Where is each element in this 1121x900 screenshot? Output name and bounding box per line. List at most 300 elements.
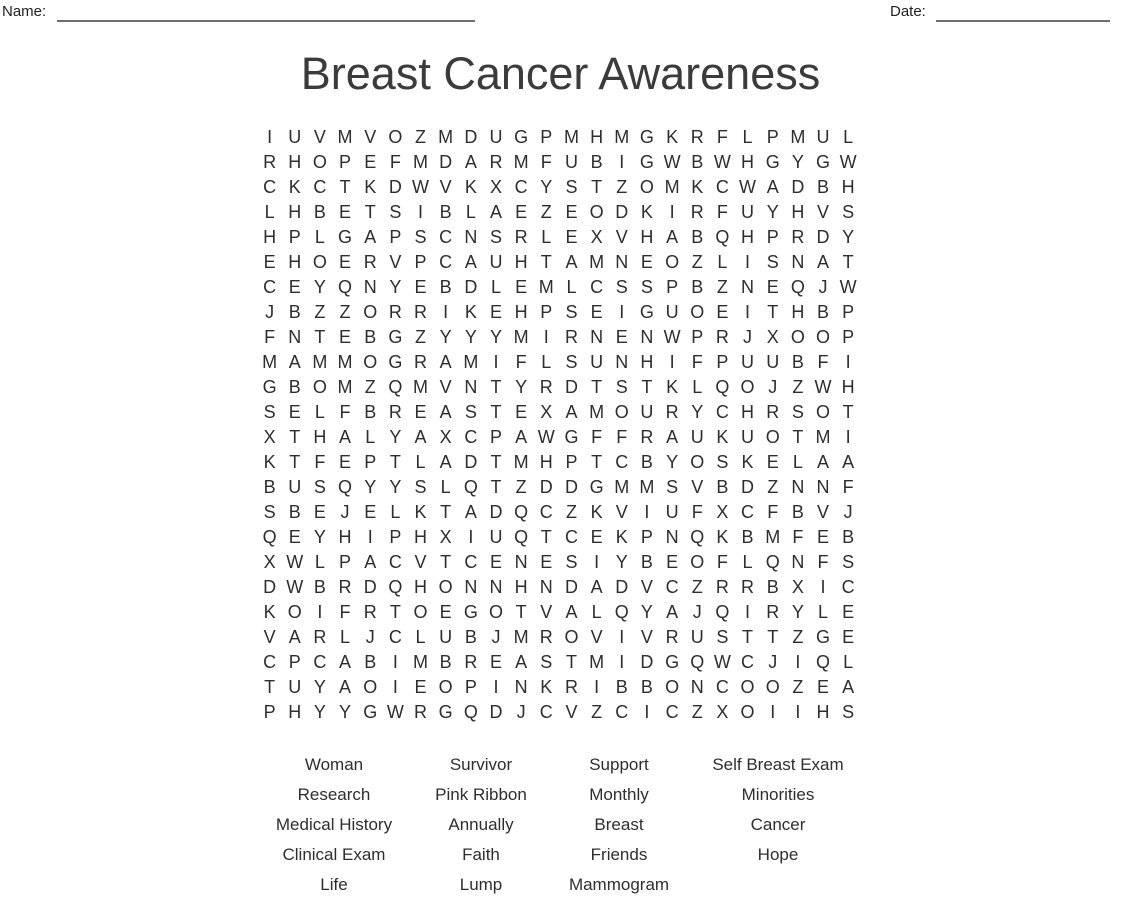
- grid-cell: D: [564, 476, 578, 497]
- grid-cell: Z: [565, 501, 577, 522]
- grid-cell: Q: [816, 651, 831, 672]
- grid-cell: B: [791, 351, 804, 372]
- grid-cell: L: [314, 226, 325, 247]
- grid-cell: D: [741, 476, 755, 497]
- grid-cell: F: [691, 351, 703, 372]
- grid-cell: X: [716, 501, 729, 522]
- grid-cell: A: [565, 401, 578, 422]
- grid-cell: L: [365, 426, 376, 447]
- grid-cell: H: [640, 351, 654, 372]
- grid-cell: Y: [313, 526, 326, 547]
- grid-cell: N: [615, 251, 629, 272]
- grid-cell: I: [594, 676, 600, 697]
- grid-cell: P: [339, 151, 352, 172]
- grid-cell: H: [414, 576, 428, 597]
- grid-cell: G: [338, 226, 353, 247]
- grid-cell: A: [817, 451, 830, 472]
- grid-cell: S: [666, 476, 679, 497]
- grid-cell: M: [614, 476, 630, 497]
- grid-cell: F: [691, 501, 703, 522]
- grid-cell: M: [664, 176, 680, 197]
- grid-cell: E: [364, 501, 377, 522]
- grid-cell: Z: [415, 126, 427, 147]
- grid-cell: I: [418, 201, 424, 222]
- grid-cell: K: [716, 526, 729, 547]
- grid-cell: L: [843, 126, 854, 147]
- grid-cell: M: [513, 326, 529, 347]
- grid-cell: A: [339, 426, 352, 447]
- grid-cell: Q: [463, 476, 478, 497]
- grid-cell: F: [540, 151, 552, 172]
- grid-cell: N: [464, 226, 478, 247]
- grid-cell: M: [815, 426, 831, 447]
- grid-cell: D: [791, 176, 805, 197]
- grid-cell: M: [463, 351, 479, 372]
- grid-cell: O: [488, 601, 503, 622]
- grid-cell: Y: [439, 326, 452, 347]
- grid-cell: R: [715, 576, 729, 597]
- grid-cell: B: [288, 376, 301, 397]
- grid-cell: M: [413, 651, 429, 672]
- grid-cell: R: [388, 301, 402, 322]
- grid-cell: R: [715, 326, 729, 347]
- page-title: Breast Cancer Awareness: [300, 48, 821, 99]
- grid-cell: G: [388, 326, 403, 347]
- grid-cell: F: [792, 526, 804, 547]
- grid-cell: X: [263, 426, 276, 447]
- grid-cell: Y: [515, 376, 528, 397]
- word-list-item: Mammogram: [568, 875, 670, 894]
- grid-cell: K: [741, 451, 754, 472]
- grid-cell: R: [414, 701, 428, 722]
- grid-cell: C: [539, 701, 553, 722]
- grid-cell: X: [263, 551, 276, 572]
- grid-cell: O: [816, 326, 831, 347]
- grid-cell: Z: [691, 701, 703, 722]
- grid-cell: C: [464, 426, 478, 447]
- grid-cell: A: [515, 426, 528, 447]
- grid-cell: M: [790, 126, 806, 147]
- grid-cell: K: [716, 426, 729, 447]
- grid-cell: P: [389, 226, 402, 247]
- grid-cell: W: [663, 151, 681, 172]
- grid-cell: Z: [767, 476, 779, 497]
- grid-cell: I: [493, 676, 499, 697]
- grid-cell: A: [842, 676, 855, 697]
- grid-cell: G: [665, 651, 680, 672]
- grid-cell: B: [439, 201, 452, 222]
- grid-cell: G: [363, 701, 378, 722]
- grid-cell: V: [615, 226, 628, 247]
- grid-cell: S: [615, 276, 628, 297]
- grid-cell: I: [795, 701, 801, 722]
- grid-cell: O: [564, 626, 579, 647]
- grid-cell: R: [363, 601, 377, 622]
- grid-cell: G: [514, 126, 529, 147]
- grid-cell: F: [389, 151, 401, 172]
- grid-cell: W: [412, 176, 430, 197]
- grid-cell: O: [589, 201, 604, 222]
- grid-cell: Y: [615, 551, 628, 572]
- grid-cell: C: [439, 251, 453, 272]
- grid-cell: C: [715, 176, 729, 197]
- grid-cell: T: [842, 251, 854, 272]
- grid-cell: M: [589, 651, 605, 672]
- grid-cell: D: [388, 176, 402, 197]
- grid-cell: G: [765, 151, 780, 172]
- grid-cell: M: [438, 126, 454, 147]
- grid-cell: I: [745, 601, 751, 622]
- grid-cell: P: [540, 126, 553, 147]
- grid-cell: S: [842, 551, 855, 572]
- grid-cell: T: [565, 651, 577, 672]
- grid-cell: D: [640, 651, 654, 672]
- grid-cell: Q: [388, 576, 403, 597]
- grid-cell: P: [288, 651, 301, 672]
- grid-cell: R: [539, 376, 553, 397]
- grid-cell: H: [816, 701, 830, 722]
- grid-cell: F: [339, 401, 351, 422]
- grid-cell: W: [537, 426, 555, 447]
- grid-cell: B: [691, 276, 704, 297]
- grid-cell: V: [263, 626, 276, 647]
- grid-cell: S: [464, 401, 477, 422]
- grid-cell: I: [619, 151, 625, 172]
- grid-cell: G: [639, 301, 654, 322]
- grid-cell: S: [716, 626, 729, 647]
- grid-cell: N: [741, 276, 755, 297]
- grid-cell: V: [414, 551, 427, 572]
- grid-cell: E: [489, 551, 502, 572]
- grid-cell: A: [288, 351, 301, 372]
- grid-cell: E: [666, 551, 679, 572]
- grid-cell: M: [639, 476, 655, 497]
- grid-cell: E: [288, 401, 301, 422]
- grid-cell: L: [541, 351, 552, 372]
- grid-cell: I: [392, 651, 398, 672]
- grid-cell: T: [540, 251, 552, 272]
- grid-cell: B: [640, 676, 653, 697]
- grid-cell: O: [413, 601, 428, 622]
- grid-cell: P: [842, 301, 855, 322]
- grid-cell: T: [591, 451, 603, 472]
- grid-cell: O: [740, 676, 755, 697]
- grid-cell: H: [514, 251, 528, 272]
- word-list-item: Research: [297, 785, 371, 804]
- grid-cell: S: [565, 551, 578, 572]
- grid-cell: S: [615, 376, 628, 397]
- grid-cell: R: [665, 626, 679, 647]
- grid-cell: B: [691, 226, 704, 247]
- grid-cell: T: [515, 601, 527, 622]
- grid-cell: Y: [389, 276, 402, 297]
- grid-cell: I: [820, 576, 826, 597]
- grid-cell: B: [640, 551, 653, 572]
- grid-cell: Z: [792, 376, 804, 397]
- grid-cell: O: [690, 551, 705, 572]
- grid-cell: P: [842, 326, 855, 347]
- grid-cell: F: [591, 426, 603, 447]
- grid-cell: X: [590, 226, 603, 247]
- grid-cell: B: [439, 276, 452, 297]
- grid-cell: L: [440, 476, 451, 497]
- grid-cell: H: [288, 151, 302, 172]
- grid-cell: K: [364, 176, 377, 197]
- grid-cell: E: [766, 276, 779, 297]
- grid-cell: Q: [715, 376, 730, 397]
- grid-cell: B: [691, 151, 704, 172]
- grid-cell: U: [741, 426, 755, 447]
- grid-cell: P: [389, 526, 402, 547]
- grid-cell: I: [543, 326, 549, 347]
- grid-cell: O: [388, 126, 403, 147]
- grid-cell: K: [640, 201, 653, 222]
- grid-cell: M: [413, 151, 429, 172]
- grid-cell: P: [716, 351, 729, 372]
- grid-cell: L: [415, 626, 426, 647]
- grid-cell: U: [489, 526, 503, 547]
- grid-cell: N: [464, 376, 478, 397]
- grid-cell: B: [817, 301, 830, 322]
- grid-cell: C: [590, 276, 604, 297]
- grid-cell: Z: [716, 276, 728, 297]
- word-list-item: Medical History: [275, 815, 393, 834]
- grid-cell: T: [389, 451, 401, 472]
- grid-cell: B: [288, 301, 301, 322]
- grid-cell: Q: [715, 601, 730, 622]
- grid-cell: I: [745, 301, 751, 322]
- grid-cell: F: [515, 351, 527, 372]
- grid-cell: R: [313, 626, 327, 647]
- grid-cell: U: [288, 126, 302, 147]
- grid-cell: G: [262, 376, 277, 397]
- grid-cell: C: [263, 276, 277, 297]
- grid-cell: L: [742, 551, 753, 572]
- grid-cell: I: [619, 651, 625, 672]
- grid-cell: E: [716, 301, 729, 322]
- grid-cell: S: [565, 176, 578, 197]
- grid-cell: I: [367, 526, 373, 547]
- grid-cell: B: [590, 151, 603, 172]
- grid-cell: J: [818, 276, 828, 297]
- grid-cell: N: [514, 676, 528, 697]
- grid-cell: N: [464, 576, 478, 597]
- grid-cell: D: [564, 376, 578, 397]
- grid-cell: A: [817, 251, 830, 272]
- word-list-item: Lump: [459, 875, 503, 894]
- grid-cell: A: [666, 601, 679, 622]
- grid-cell: H: [288, 251, 302, 272]
- grid-cell: K: [464, 301, 477, 322]
- grid-cell: R: [564, 676, 578, 697]
- grid-cell: Q: [338, 476, 353, 497]
- grid-cell: G: [816, 151, 831, 172]
- word-list-item: Survivor: [449, 755, 513, 774]
- grid-cell: P: [565, 451, 578, 472]
- grid-cell: A: [439, 351, 452, 372]
- grid-cell: I: [745, 251, 751, 272]
- grid-cell: F: [817, 351, 829, 372]
- grid-cell: O: [740, 701, 755, 722]
- grid-cell: N: [288, 326, 302, 347]
- grid-cell: E: [288, 276, 301, 297]
- grid-cell: B: [640, 451, 653, 472]
- grid-cell: O: [665, 676, 680, 697]
- grid-cell: E: [515, 201, 528, 222]
- grid-cell: T: [641, 376, 653, 397]
- grid-cell: R: [665, 401, 679, 422]
- grid-cell: C: [514, 176, 528, 197]
- grid-cell: V: [540, 601, 553, 622]
- grid-cell: N: [791, 476, 805, 497]
- grid-cell: A: [666, 426, 679, 447]
- grid-cell: F: [716, 201, 728, 222]
- grid-cell: E: [565, 226, 578, 247]
- grid-cell: L: [742, 126, 753, 147]
- grid-cell: H: [741, 401, 755, 422]
- grid-cell: L: [843, 651, 854, 672]
- grid-cell: R: [690, 126, 704, 147]
- word-list-item: Woman: [304, 755, 364, 774]
- grid-cell: D: [615, 576, 629, 597]
- grid-cell: H: [288, 201, 302, 222]
- grid-cell: U: [564, 151, 578, 172]
- grid-cell: R: [489, 151, 503, 172]
- grid-cell: D: [464, 451, 478, 472]
- grid-cell: W: [286, 551, 304, 572]
- grid-cell: P: [766, 226, 779, 247]
- grid-cell: T: [364, 201, 376, 222]
- grid-cell: Q: [388, 376, 403, 397]
- grid-cell: H: [313, 426, 327, 447]
- grid-cell: D: [464, 276, 478, 297]
- grid-cell: U: [766, 351, 780, 372]
- grid-cell: D: [439, 151, 453, 172]
- grid-cell: E: [842, 601, 855, 622]
- grid-cell: K: [263, 601, 276, 622]
- word-list-item: Faith: [462, 845, 500, 864]
- grid-cell: Q: [690, 526, 705, 547]
- grid-cell: O: [363, 351, 378, 372]
- grid-cell: T: [767, 626, 779, 647]
- grid-cell: L: [717, 251, 728, 272]
- grid-cell: M: [513, 451, 529, 472]
- grid-cell: R: [741, 576, 755, 597]
- grid-cell: S: [263, 401, 276, 422]
- grid-cell: W: [739, 176, 757, 197]
- grid-cell: Z: [515, 476, 527, 497]
- grid-cell: C: [564, 526, 578, 547]
- grid-cell: Q: [338, 276, 353, 297]
- grid-cell: R: [388, 401, 402, 422]
- grid-cell: P: [640, 526, 653, 547]
- grid-cell: A: [590, 576, 603, 597]
- word-list-item: Self Breast Exam: [712, 755, 844, 774]
- grid-cell: A: [464, 251, 477, 272]
- grid-cell: M: [513, 626, 529, 647]
- grid-cell: K: [464, 176, 477, 197]
- grid-cell: M: [538, 276, 554, 297]
- grid-cell: K: [540, 676, 553, 697]
- grid-cell: A: [766, 176, 779, 197]
- grid-cell: V: [364, 126, 377, 147]
- grid-cell: D: [564, 576, 578, 597]
- grid-cell: M: [589, 251, 605, 272]
- grid-cell: R: [640, 426, 654, 447]
- grid-cell: D: [489, 701, 503, 722]
- grid-cell: C: [539, 501, 553, 522]
- grid-cell: M: [563, 126, 579, 147]
- grid-cell: N: [665, 526, 679, 547]
- grid-cell: G: [388, 351, 403, 372]
- grid-cell: E: [540, 551, 553, 572]
- grid-cell: D: [263, 576, 277, 597]
- grid-cell: F: [314, 451, 326, 472]
- grid-cell: A: [288, 626, 301, 647]
- grid-cell: E: [414, 276, 427, 297]
- grid-cell: Z: [314, 301, 326, 322]
- grid-cell: P: [540, 301, 553, 322]
- grid-cell: R: [564, 326, 578, 347]
- grid-cell: G: [816, 626, 831, 647]
- grid-cell: S: [414, 226, 427, 247]
- grid-cell: T: [767, 301, 779, 322]
- grid-cell: U: [640, 401, 654, 422]
- grid-cell: F: [842, 476, 854, 497]
- grid-cell: V: [313, 126, 326, 147]
- grid-cell: N: [539, 576, 553, 597]
- grid-cell: S: [791, 401, 804, 422]
- grid-cell: F: [767, 501, 779, 522]
- word-list-item: Annually: [448, 815, 514, 834]
- grid-cell: L: [314, 401, 325, 422]
- grid-cell: Z: [691, 251, 703, 272]
- grid-cell: N: [615, 351, 629, 372]
- grid-cell: X: [439, 526, 452, 547]
- grid-cell: M: [513, 151, 529, 172]
- grid-cell: T: [792, 426, 804, 447]
- grid-cell: E: [339, 451, 352, 472]
- grid-cell: H: [338, 526, 352, 547]
- grid-cell: D: [539, 476, 553, 497]
- grid-cell: C: [439, 226, 453, 247]
- grid-cell: H: [590, 126, 604, 147]
- grid-cell: U: [489, 126, 503, 147]
- grid-cell: J: [265, 301, 275, 322]
- grid-cell: Q: [790, 276, 805, 297]
- grid-cell: U: [590, 351, 604, 372]
- grid-cell: A: [565, 601, 578, 622]
- grid-cell: Y: [389, 426, 402, 447]
- grid-cell: D: [615, 201, 629, 222]
- grid-cell: G: [639, 151, 654, 172]
- grid-cell: M: [413, 376, 429, 397]
- grid-cell: X: [540, 401, 553, 422]
- word-list-item: Monthly: [589, 785, 649, 804]
- word-list-item: Hope: [757, 845, 799, 864]
- word-list-item: Life: [320, 875, 348, 894]
- grid-cell: T: [314, 326, 326, 347]
- grid-cell: Q: [715, 226, 730, 247]
- grid-cell: C: [464, 551, 478, 572]
- grid-cell: Z: [792, 626, 804, 647]
- grid-cell: L: [390, 501, 401, 522]
- grid-cell: V: [590, 626, 603, 647]
- grid-cell: R: [766, 601, 780, 622]
- grid-cell: L: [792, 451, 803, 472]
- grid-cell: I: [644, 701, 650, 722]
- grid-cell: Y: [364, 476, 377, 497]
